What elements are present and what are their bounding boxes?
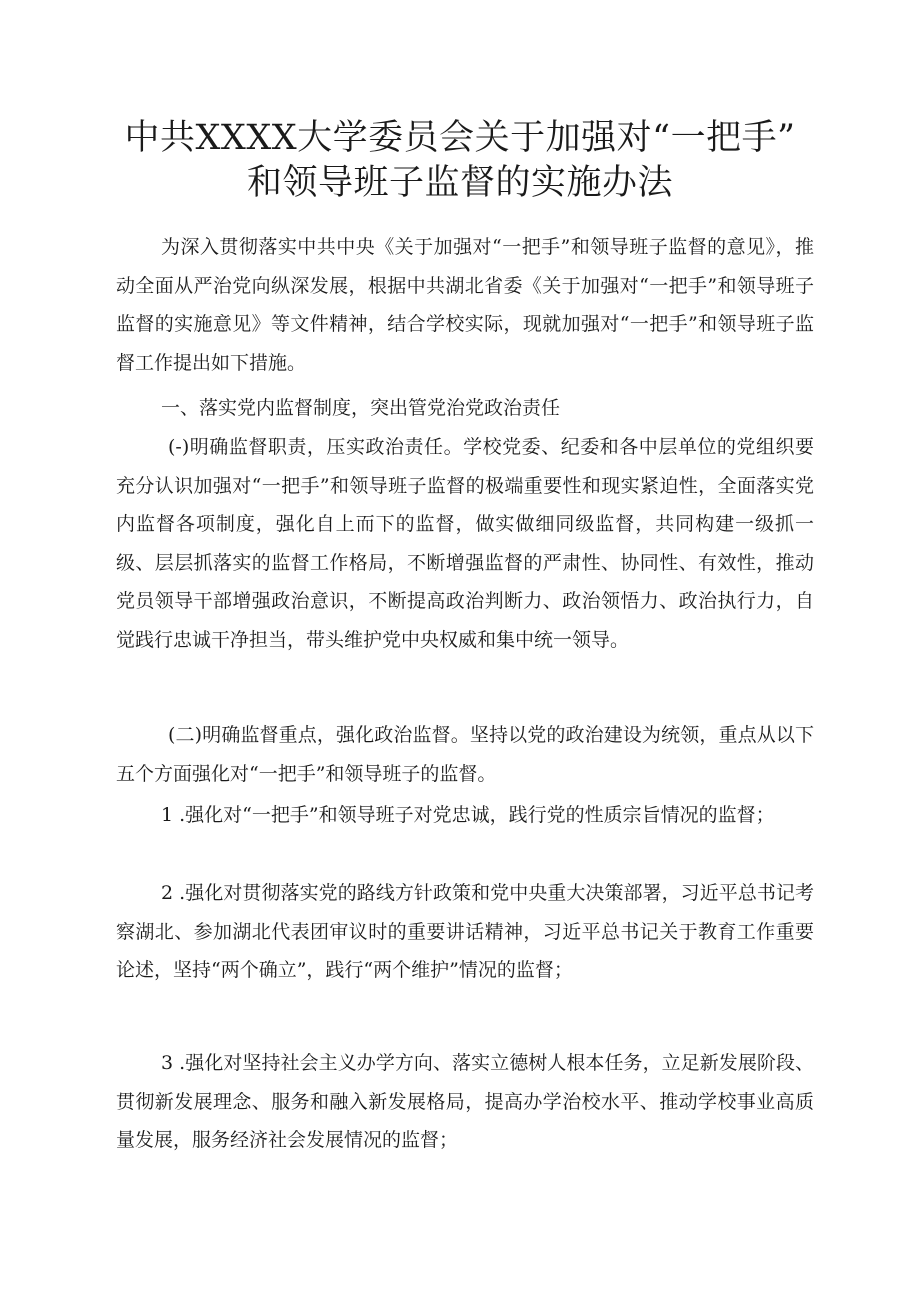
document-title-line-1: 中共XXXX大学委员会关于加强对“一把手” <box>124 118 796 158</box>
list-item-3: 3 .强化对坚持社会主义办学方向、落实立德树人根本任务，立足新发展阶段、贯彻新发展理念、服务和融入新发展格局，提高办学治校水平、推动学校事业高质量发展，服务经济社会发展情况的监督； <box>116 1052 814 1152</box>
intro-paragraph: 为深入贯彻落实中共中央《关于加强对“一把手”和领导班子监督的意见》，推动全面从严治党向纵深发展，根据中共湖北省委《关于加强对“一把手”和领导班子监督的实施意见》等文件精神，结合学校实际，现就加强对“一把手”和领导班子监督工作提出如下措施。 <box>116 236 814 374</box>
list-item-1: 1 .强化对“一把手”和领导班子对党忠诚，践行党的性质宗旨情况的监督； <box>161 804 775 826</box>
section-heading-1: 一、落实党内监督制度，突出管党治党政治责任 <box>161 397 561 419</box>
clause-1-paragraph: (-)明确监督职责，压实政治责任。学校党委、纪委和各中层单位的党组织要充分认识加强对“一把手”和领导班子监督的极端重要性和现实紧迫性，全面落实党内监督各项制度，强化自上而下的监督，做实做细同级监督，共同构建一级抓一级、层层抓落实的监督工作格局，不断增强监督的严肃性、协同性、有效性，推动党员领导干部增强政治意识，不断提高政治判断力、政治领悟力、政治执行力，自觉践行忠诚干净担当，带头维护党中央权威和集中统一领导。 <box>116 436 814 651</box>
document-title-line-2: 和领导班子监督的实施办法 <box>246 163 673 203</box>
list-item-2: 2 .强化对贯彻落实党的路线方针政策和党中央重大决策部署，习近平总书记考察湖北、参加湖北代表团审议时的重要讲话精神，习近平总书记关于教育工作重要论述，坚持“两个确立”，践行“两个维护”情况的监督； <box>116 882 814 982</box>
clause-2-paragraph: (二)明确监督重点，强化政治监督。坚持以党的政治建设为统领，重点从以下五个方面强化对“一把手”和领导班子的监督。 <box>116 724 814 785</box>
